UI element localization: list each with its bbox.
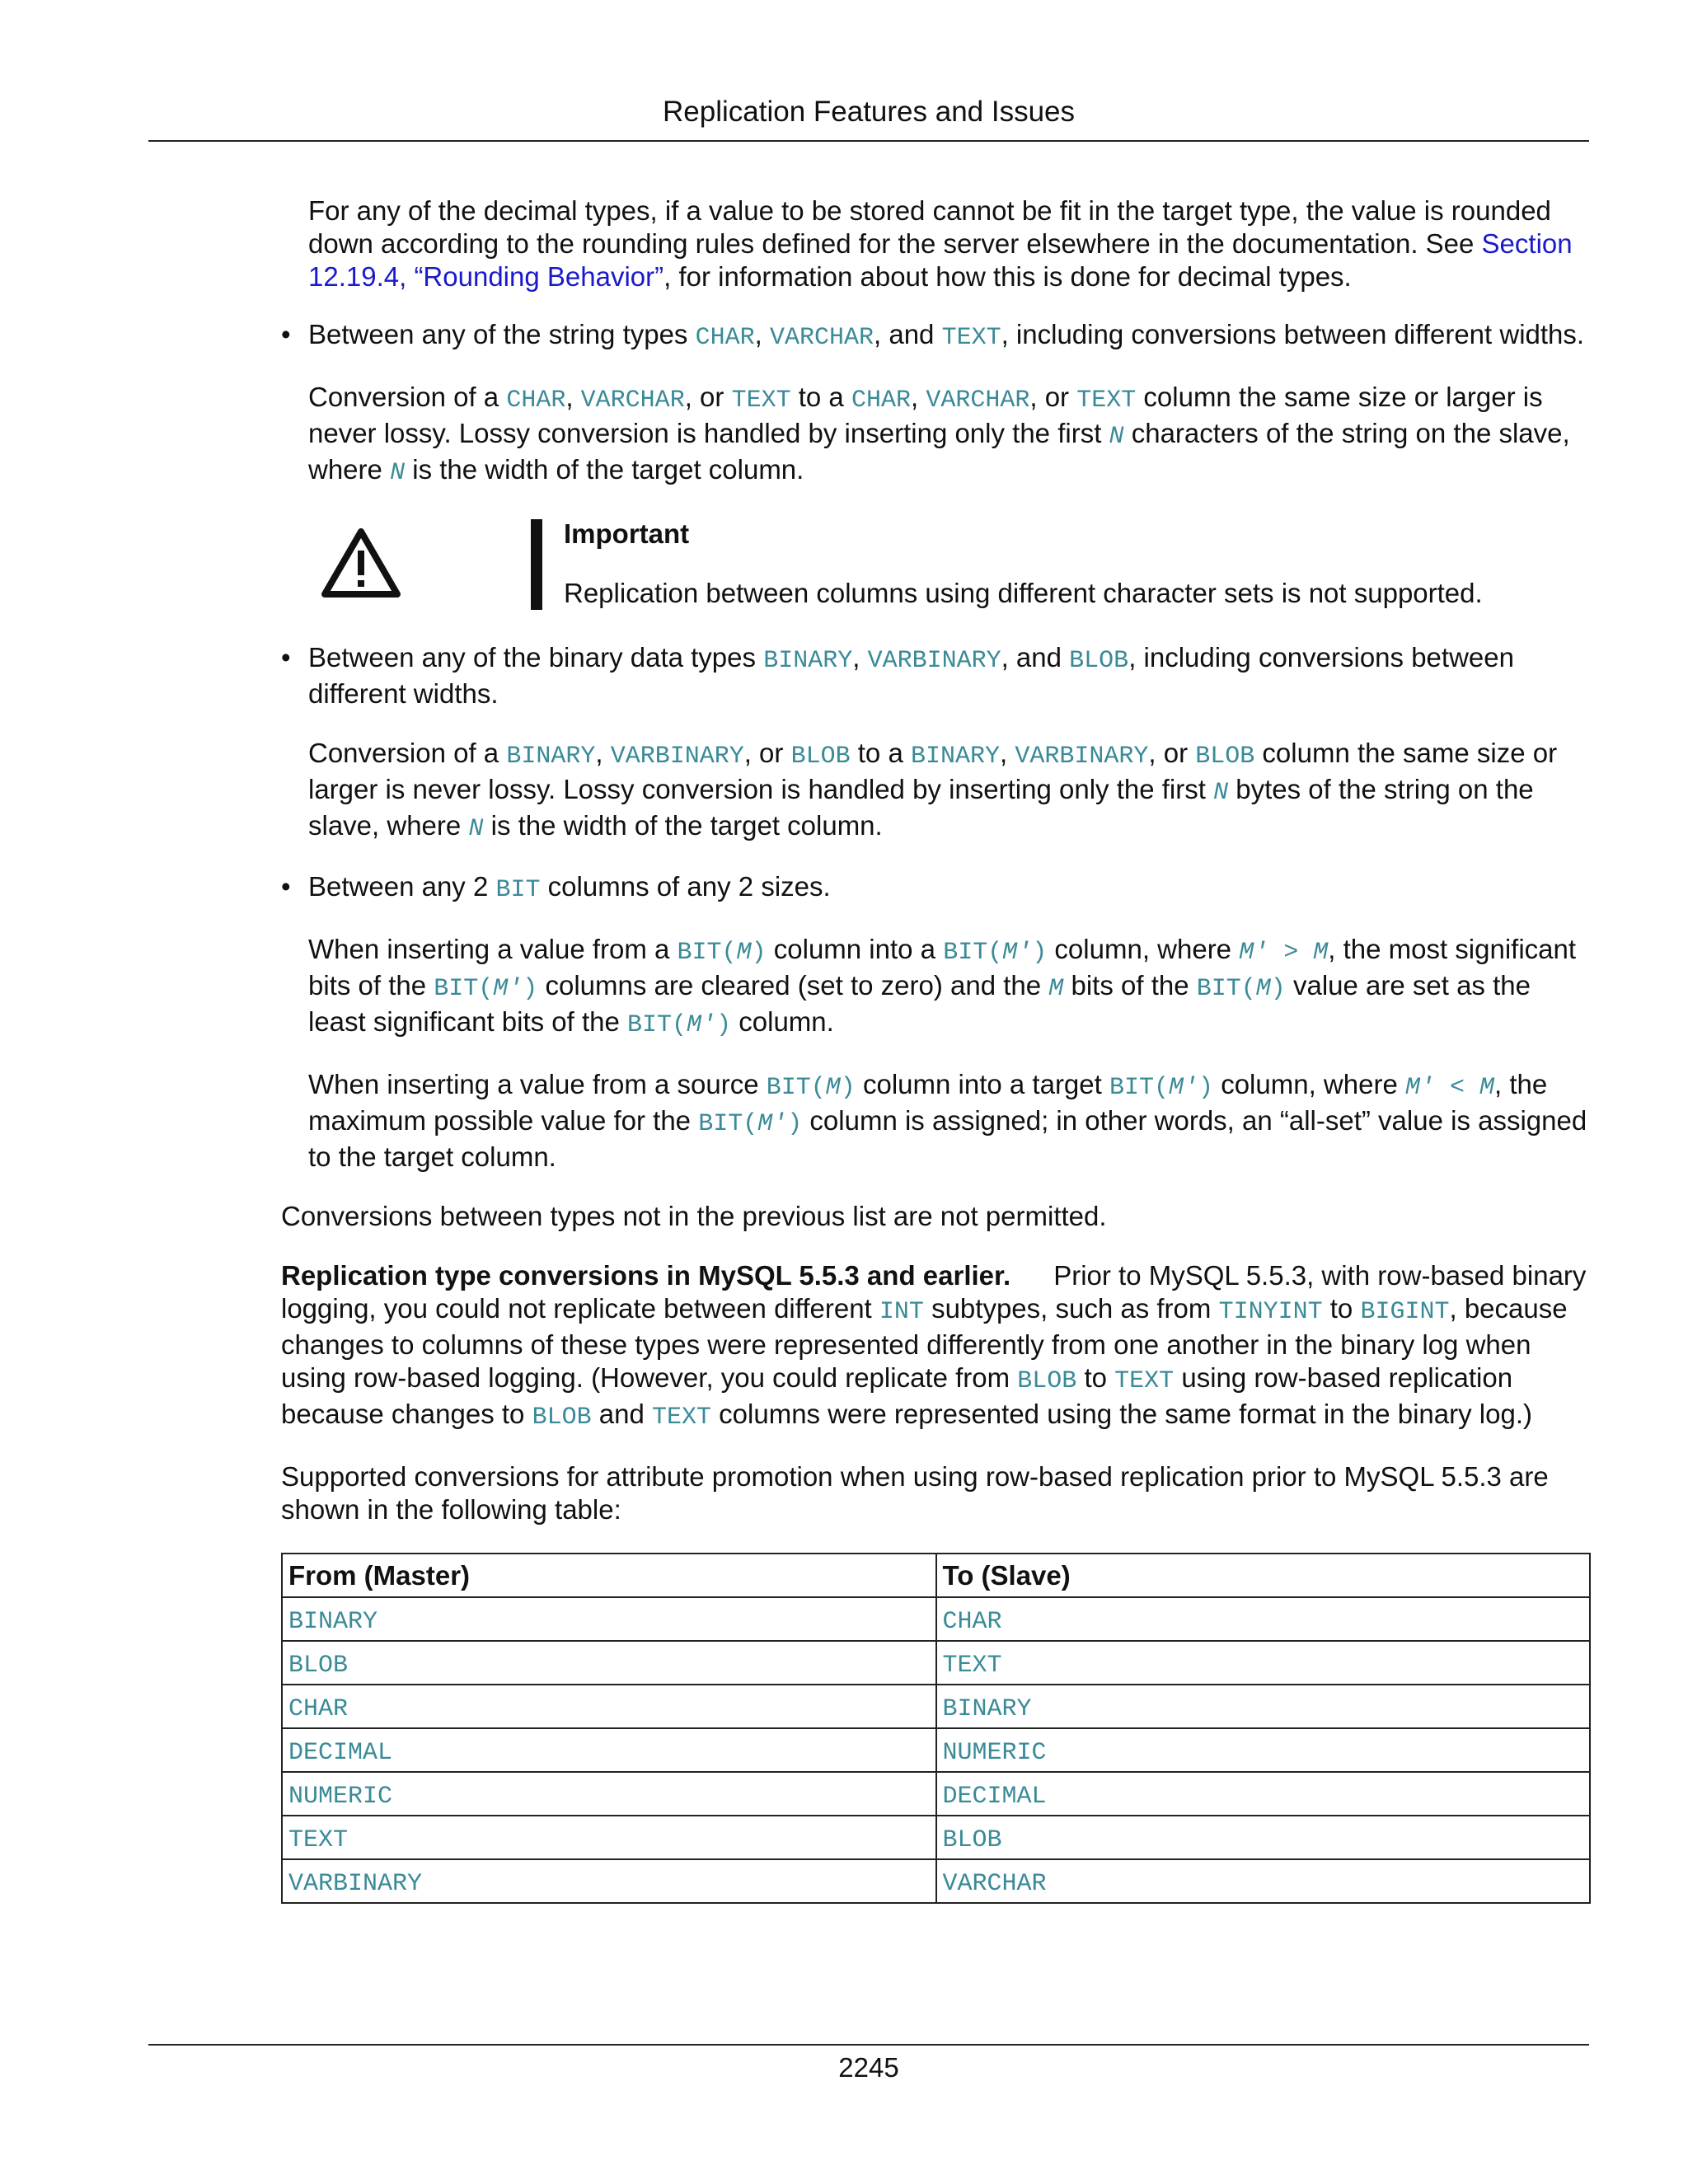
paragraph-bit-narrowing: When inserting a value from a source BIT(M) column into a target BIT(M') column, where M' < M, the maximum possible value for the BIT(M') column is assigned; in other words, an “all-set” value is assigned to the target column. xyxy=(308,1069,1587,1172)
bullet: • xyxy=(281,642,291,673)
to-cell: BLOB xyxy=(942,1825,1002,1854)
list-item-bit-types: • Between any 2 BIT columns of any 2 sizes. When inserting a value from a BIT(M) column into a BIT(M') column, where M' > M, the most significant bits of the BIT(M') columns are cleared (set to zero) and the M bits of the BIT(M) value are set as the least significant bits of the BIT(M') column. When inserting a value from a source BIT(M) column into a target BIT(M') column, where M' < M, the maximum possible value for the BIT(M') column is assigned; in other words, an “all-set” value is assigned to the target column. xyxy=(281,870,1592,1174)
to-cell: DECIMAL xyxy=(942,1782,1047,1811)
important-note xyxy=(308,518,1592,610)
table-row xyxy=(282,1641,1590,1685)
paragraph-not-permitted: Conversions between types not in the previous list are not permitted. xyxy=(281,1201,1107,1231)
note-bar xyxy=(531,519,542,610)
table-row xyxy=(282,1816,1590,1859)
table-row xyxy=(282,1728,1590,1772)
conversion-table xyxy=(281,1553,1591,1904)
runin-heading: Replication type conversions in MySQL 5.5.3 and earlier. xyxy=(281,1260,1011,1291)
paragraph-decimal-rounding: For any of the decimal types, if a value to be stored cannot be fit in the target type, the value is rounded down according to the rounding rules defined for the server elsewhere in the documentation. See Section 12.19.4, “Rounding Behavior”, for information about how this is done for decimal types. xyxy=(308,195,1573,292)
to-cell: NUMERIC xyxy=(942,1738,1047,1767)
paragraph-binary-conversion: Conversion of a BINARY, VARBINARY, or BLOB to a BINARY, VARBINARY, or BLOB column the same size or larger is never lossy. Lossy conversion is handled by inserting only the first N bytes of the string on the slave, where N is the width of the target column. xyxy=(308,738,1558,843)
table-row xyxy=(282,1597,1590,1641)
header-to-slave: To (Slave) xyxy=(936,1554,1591,1597)
document-body xyxy=(281,194,1592,1904)
from-cell: NUMERIC xyxy=(288,1782,393,1811)
warning-icon xyxy=(321,527,401,598)
paragraph-string-conversion: Conversion of a CHAR, VARCHAR, or TEXT to a CHAR, VARCHAR, or TEXT column the same size or larger is never lossy. Lossy conversion is handled by inserting only the first N characters of the string on the slave, where N is the width of the target column. xyxy=(308,382,1570,487)
paragraph-supported-conversions: Supported conversions for attribute promotion when using row-based replication prior to MySQL 5.5.3 are shown in the following table: xyxy=(281,1461,1549,1525)
from-cell: CHAR xyxy=(288,1694,349,1723)
from-cell: DECIMAL xyxy=(288,1738,393,1767)
from-cell: BLOB xyxy=(288,1651,349,1680)
header-from-master: From (Master) xyxy=(282,1554,936,1597)
note-text: Replication between columns using different character sets is not supported. xyxy=(564,578,1483,608)
table-header-row xyxy=(282,1554,1590,1597)
list-item-binary-types: • Between any of the binary data types BINARY, VARBINARY, and BLOB, including conversions between different widths. Conversion of a BINARY, VARBINARY, or BLOB to a BINARY, VARBINARY, or BLOB column the same size or larger is never lossy. Lossy conversion is handled by inserting only the first N bytes of the string on the slave, where N is the width of the target column. xyxy=(281,641,1592,846)
table-row xyxy=(282,1685,1590,1728)
bullet: • xyxy=(281,871,291,902)
header-title: Replication Features and Issues xyxy=(663,96,1075,128)
list-item-string-types: • Between any of the string types CHAR, VARCHAR, and TEXT, including conversions between different widths. Conversion of a CHAR, VARCHAR, or TEXT to a CHAR, VARCHAR, or TEXT column the same size or larger is never lossy. Lossy conversion is handled by inserting only the first N characters of the string on the slave, where N is the width of the target column. xyxy=(281,318,1592,490)
page-number: 2245 xyxy=(838,2052,899,2083)
to-cell: CHAR xyxy=(942,1607,1002,1636)
bullet: • xyxy=(281,319,291,349)
to-cell: BINARY xyxy=(942,1694,1032,1723)
from-cell: TEXT xyxy=(288,1825,349,1854)
paragraph-mysql-553: Replication type conversions in MySQL 5.5.3 and earlier. Prior to MySQL 5.5.3, with row-based binary logging, you could not replicate between different INT subtypes, such as from TINYINT to BIGINT, because changes to columns of these types were represented differently from one another in the binary log when using row-based logging. (However, you could replicate from BLOB to TEXT using row-based replication because changes to BLOB and TEXT columns were represented using the same format in the binary log.) xyxy=(281,1260,1587,1432)
paragraph-bit-widening: When inserting a value from a BIT(M) column into a BIT(M') column, where M' > M, the most significant bits of the BIT(M') columns are cleared (set to zero) and the M bits of the BIT(M) value are set as the least significant bits of the BIT(M') column. xyxy=(308,934,1577,1039)
page-footer xyxy=(148,2044,1589,2088)
table-row xyxy=(282,1772,1590,1816)
rounding-behavior-link[interactable]: Section 12.19.4, “Rounding Behavior” xyxy=(308,228,1573,292)
to-cell: VARCHAR xyxy=(942,1869,1047,1898)
table-row xyxy=(282,1859,1590,1903)
from-cell: BINARY xyxy=(288,1607,378,1636)
to-cell: TEXT xyxy=(942,1651,1002,1680)
from-cell: VARBINARY xyxy=(288,1869,423,1898)
page-header xyxy=(148,92,1589,142)
note-title: Important xyxy=(564,518,690,549)
